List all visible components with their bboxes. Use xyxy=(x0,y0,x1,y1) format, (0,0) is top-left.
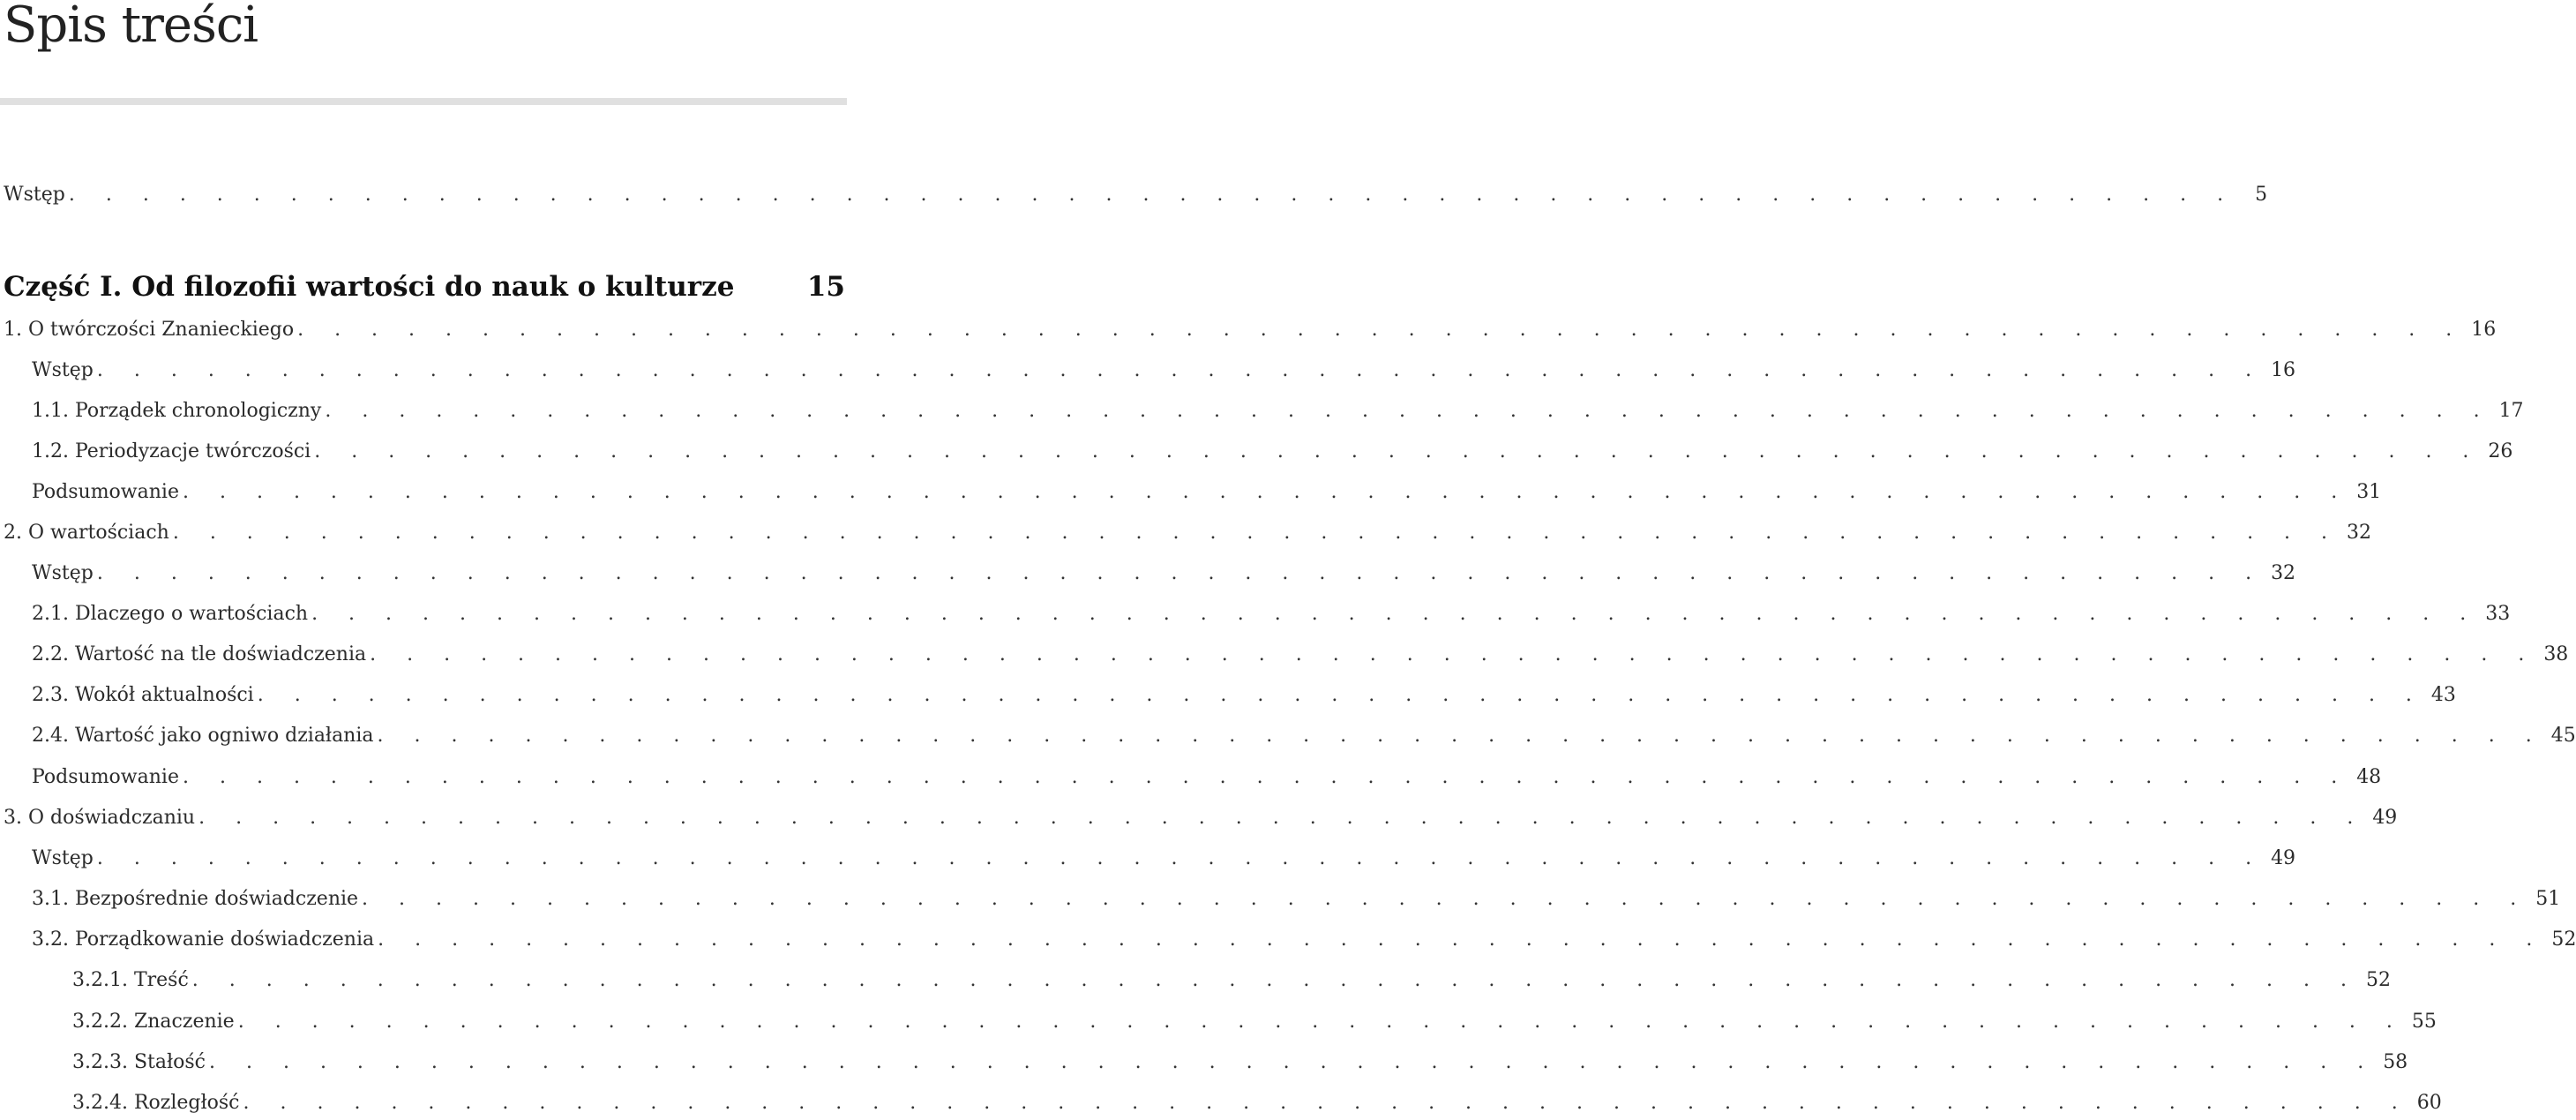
toc-section[interactable] xyxy=(32,764,2382,791)
toc-section[interactable] xyxy=(32,682,2456,709)
dot-leader: . . . . . . . . . . . . . . . . . . . . . . . . . . . . . . . . . . . . . . . . . . . . . . . . . . . . . . . . . . . xyxy=(68,184,2236,206)
toc-entry-label: 3. O doświadczaniu xyxy=(4,805,198,831)
toc-chapter[interactable] xyxy=(4,520,2372,546)
dot-leader: . . . . . . . . . . . . . . . . . . . . . . . . . . . . . . . . . . . . . . . . . . . . . . . . . . . . . . . . . . . xyxy=(172,522,2340,544)
toc-entry-label: Wstęp xyxy=(32,357,97,384)
toc-entry-label: 2. O wartościach xyxy=(4,520,173,546)
dot-leader: . . . . . . . . . . . . . . . . . . . . . . . . . . . . . . . . . . . . . . . . . . . . . . . . . . . . . . . . . . . xyxy=(362,888,2529,910)
dot-leader: . . . . . . . . . . . . . . . . . . . . . . . . . . . . . . . . . . . . . . . . . . . . . . . . . . . . . . . . . . . xyxy=(182,766,2350,788)
toc-page-number: 16 xyxy=(2471,319,2497,341)
toc-subsection[interactable] xyxy=(72,1009,2437,1035)
toc-page-number: 52 xyxy=(2551,928,2576,951)
toc-section[interactable] xyxy=(32,886,2561,913)
toc-entry-label: 1.2. Periodyzacje twórczości xyxy=(32,439,314,465)
dot-leader: . . . . . . . . . . . . . . . . . . . . . . . . . . . . . . . . . . . . . . . . . . . . . . . . . . . . . . . . . . . xyxy=(257,684,2424,706)
toc-entry-label: Wstęp xyxy=(32,846,97,872)
toc-section[interactable] xyxy=(32,439,2513,465)
dot-leader: . . . . . . . . . . . . . . . . . . . . . . . . . . . . . . . . . . . . . . . . . . . . . . . . . . . . . . . . . . . xyxy=(378,928,2545,951)
toc-section[interactable] xyxy=(32,846,2296,872)
toc-page-number: 26 xyxy=(2488,440,2513,462)
toc-page-number: 43 xyxy=(2430,684,2456,706)
dot-leader: . . . . . . . . . . . . . . . . . . . . . . . . . . . . . . . . . . . . . . . . . . . . . . . . . . . . . . . . . . . xyxy=(182,481,2350,503)
toc-section[interactable] xyxy=(32,398,2524,425)
toc-entry-label: Część I. Od filozofii wartości do nauk o kulturze xyxy=(4,271,743,303)
toc-page-number: 52 xyxy=(2366,969,2391,991)
toc-page-number: 48 xyxy=(2356,766,2382,788)
dot-leader: . . . . . . . . . . . . . . . . . . . . . . . . . . . . . . . . . . . . . . . . . . . . . . . . . . . . . . . . . . . xyxy=(198,807,2366,829)
toc-page-number: 45 xyxy=(2550,725,2576,747)
toc-page-number: 31 xyxy=(2356,481,2382,503)
toc-entry-label: 3.2.2. Znaczenie xyxy=(72,1009,238,1035)
dot-leader: . . . . . . . . . . . . . . . . . . . . . . . . . . . . . . . . . . . . . . . . . . . . . . . . . . . . . . . . . . . xyxy=(237,1011,2405,1033)
toc-entry-label: Wstęp xyxy=(32,560,97,587)
toc-page-number: 32 xyxy=(2271,562,2296,584)
page-title: Spis treści xyxy=(4,0,258,54)
toc-section[interactable] xyxy=(32,723,2576,749)
toc-chapter[interactable] xyxy=(4,805,2398,831)
toc-entry-label: 2.3. Wokół aktualności xyxy=(32,682,258,709)
toc-page-number: 49 xyxy=(2372,807,2398,829)
toc-entry-label: 1. O twórczości Znanieckiego xyxy=(4,317,297,343)
toc-entry-label: 3.2.3. Stałość xyxy=(72,1049,209,1076)
toc-page-number: 16 xyxy=(2271,359,2296,381)
dot-leader: . . . . . . . . . . . . . . . . . . . . . . . . . . . . . . . . . . . . . . . . . . . . . . . . . . . . . . . . . . . xyxy=(297,319,2465,341)
toc-section[interactable] xyxy=(32,642,2569,668)
toc-page-number: 15 xyxy=(806,271,845,303)
dot-leader: . . . . . . . . . . . . . . . . . . . . . . . . . . . . . . . . . . . . . . . . . . . . . . . . . . . . . . . . . . . xyxy=(314,440,2482,462)
toc-entry-label: Podsumowanie xyxy=(32,479,183,506)
toc-page-number: 32 xyxy=(2347,522,2372,544)
dot-leader: . . . . . . . . . . . . . . . . . . . . . . . . . . . . . . . . . . . . . . . . . . . . . . . . . . . . . . . . . . . xyxy=(96,359,2265,381)
toc-section[interactable] xyxy=(32,560,2296,587)
toc-page-number: 38 xyxy=(2543,643,2569,665)
toc-entry-intro[interactable] xyxy=(4,182,2268,208)
toc-chapter[interactable] xyxy=(4,317,2497,343)
toc-entry-label: Wstęp xyxy=(4,182,69,208)
toc-part-heading[interactable] xyxy=(4,271,845,303)
toc-page-number: 49 xyxy=(2271,847,2296,869)
dot-leader: . . . . . . . . . . . . . . . . . . . . . . . . . . . . . . . . . . . . . . . . . . . . . . . . . . . . . . . . . . . xyxy=(370,643,2537,665)
toc-page-number: 55 xyxy=(2411,1011,2437,1033)
toc-subsection[interactable] xyxy=(72,1049,2408,1076)
toc-page-number: 58 xyxy=(2383,1051,2408,1073)
toc-page-number: 60 xyxy=(2416,1092,2442,1114)
toc-entry-label: Podsumowanie xyxy=(32,764,183,791)
dot-leader: . . . . . . . . . . . . . . . . . . . . . . . . . . . . . . . . . . . . . . . . . . . . . . . . . . . . . . . . . . . xyxy=(191,969,2359,991)
toc-entry-label: 1.1. Porządek chronologiczny xyxy=(32,398,325,425)
toc-page-number: 5 xyxy=(2255,184,2268,206)
dot-leader: . . . . . . . . . . . . . . . . . . . . . . . . . . . . . . . . . . . . . . . . . . . . . . . . . . . . . . . . . . . xyxy=(311,603,2479,625)
toc-entry-label: 2.2. Wartość na tle doświadczenia xyxy=(32,642,370,668)
dot-leader: . . . . . . . . . . . . . . . . . . . . . . . . . . . . . . . . . . . . . . . . . . . . . . . . . . . . . . . . . . . xyxy=(243,1092,2410,1114)
dot-leader: . . . . . . . . . . . . . . . . . . . . . . . . . . . . . . . . . . . . . . . . . . . . . . . . . . . . . . . . . . . xyxy=(96,847,2265,869)
dot-leader: . . . . . . . . . . . . . . . . . . . . . . . . . . . . . . . . . . . . . . . . . . . . . . . . . . . . . . . . . . . xyxy=(325,400,2492,422)
toc-section[interactable] xyxy=(32,927,2576,953)
toc-page-number: 51 xyxy=(2535,888,2561,910)
dot-leader: . . . . . . . . . . . . . . . . . . . . . . . . . . . . . . . . . . . . . . . . . . . . . . . . . . . . . . . . . . . xyxy=(377,725,2544,747)
dot-leader: . . . . . . . . . . . . . . . . . . . . . . . . . . . . . . . . . . . . . . . . . . . . . . . . . . . . . . . . . . . xyxy=(208,1051,2377,1073)
toc-page-number: 17 xyxy=(2498,400,2524,422)
toc-entry-label: 2.1. Dlaczego o wartościach xyxy=(32,601,311,628)
toc-page-number: 33 xyxy=(2485,603,2511,625)
toc-entry-label: 3.2. Porządkowanie doświadczenia xyxy=(32,927,378,953)
dot-leader: . . . . . . . . . . . . . . . . . . . . . . . . . . . . . . . . . . . . . . . . . . . . . . . . . . . . . . . . . . . xyxy=(96,562,2265,584)
toc-section[interactable] xyxy=(32,357,2296,384)
toc-subsection[interactable] xyxy=(72,1090,2442,1116)
toc-section[interactable] xyxy=(32,601,2511,628)
toc-entry-label: 3.2.1. Treść xyxy=(72,967,192,994)
toc-entry-label: 2.4. Wartość jako ogniwo działania xyxy=(32,723,378,749)
toc-entry-label: 3.1. Bezpośrednie doświadczenie xyxy=(32,886,362,913)
toc-entry-label: 3.2.4. Rozległość xyxy=(72,1090,243,1116)
toc-subsection[interactable] xyxy=(72,967,2391,994)
toc-section[interactable] xyxy=(32,479,2382,506)
